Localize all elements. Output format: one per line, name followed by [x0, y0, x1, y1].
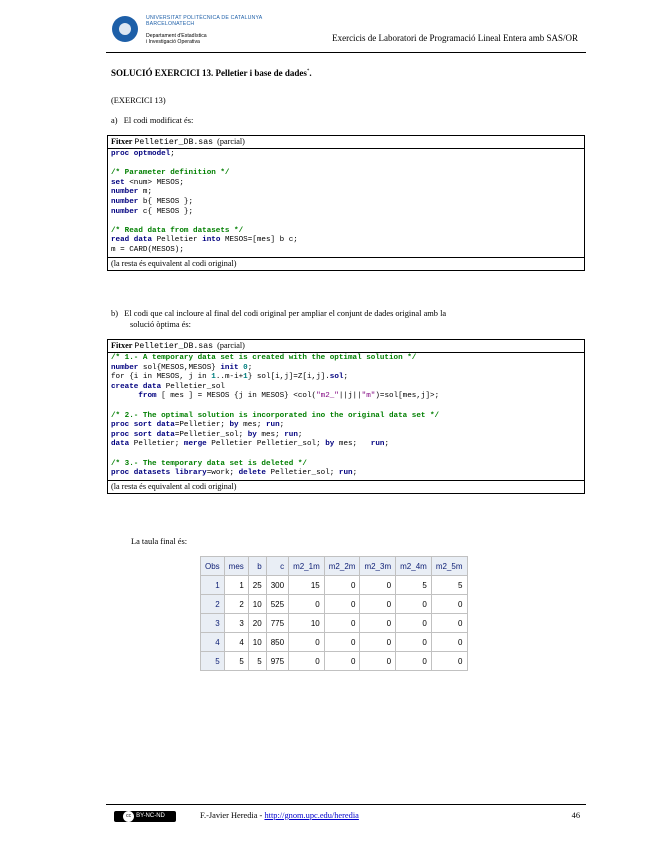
page-header [106, 12, 586, 53]
license-text: BY-NC-ND [136, 813, 165, 819]
code-line [111, 169, 581, 179]
code-line [111, 227, 581, 237]
code-text: for {i in MESOS, j in [111, 373, 212, 382]
author-name: F.-Javier Heredia - [200, 811, 265, 820]
code-text: ; [247, 363, 253, 372]
code-keyword: sol [329, 373, 344, 382]
code-keyword: run [265, 421, 280, 430]
table-intro: La taula final és: [131, 537, 188, 546]
part-a-text: El codi modificat és: [123, 116, 194, 125]
code-keyword: init [220, 363, 239, 372]
code-text: Pelletier Pelletier_sol; [206, 440, 326, 449]
code-box-a-footer: (la resta és equivalent al codi original) [108, 257, 584, 270]
table-cell: 10 [248, 595, 266, 614]
file-label: Fitxer [111, 137, 133, 146]
code-number: 1 [243, 373, 248, 382]
code-block-a [108, 149, 584, 257]
code-keyword: into [202, 236, 221, 245]
code-line [111, 440, 581, 450]
code-keyword: merge [183, 440, 207, 449]
file-note: (parcial) [217, 341, 245, 350]
table-row [201, 633, 468, 652]
code-keyword: proc datasets [111, 469, 171, 478]
code-comment: /* 2.- The optimal solution is incorporated ino the original data set */ [111, 411, 440, 420]
table-cell: 20 [248, 614, 266, 633]
department-name-line: Departament d'Estadística [146, 33, 207, 39]
code-comment: /* 1.- A temporary data set is created with the optimal solution */ [111, 354, 417, 362]
part-b-text: El codi que cal incloure al final del codi original per ampliar el conjunt de dades original amb la [124, 309, 447, 318]
code-keyword: set [111, 178, 125, 187]
code-keyword: number [111, 188, 139, 197]
code-indent [111, 392, 138, 400]
code-line [111, 208, 581, 218]
table-cell: 0 [431, 595, 467, 614]
row-number-cell: 5 [201, 652, 225, 671]
footer-author [200, 811, 359, 820]
code-comment: /* 3.- The temporary data set is deleted */ [111, 459, 307, 468]
upc-logo-icon [112, 16, 138, 42]
row-number-cell: 3 [201, 614, 225, 633]
code-keyword: data [152, 430, 175, 439]
table-cell: 0 [360, 595, 396, 614]
column-header: m2_4m [396, 557, 432, 576]
table-cell: 0 [396, 614, 432, 633]
table-cell: 0 [289, 633, 325, 652]
code-text: mes; [334, 440, 371, 449]
code-keyword: library [170, 469, 207, 478]
code-line [111, 246, 581, 256]
university-name [146, 15, 262, 27]
code-text: ; [352, 469, 358, 478]
column-header: m2_3m [360, 557, 396, 576]
table-cell: 0 [360, 652, 396, 671]
code-keyword: run [338, 469, 353, 478]
code-line [111, 364, 581, 374]
code-text: Pelletier; [129, 440, 184, 449]
table-cell: 0 [360, 614, 396, 633]
code-text: m; [138, 188, 153, 197]
table-cell: 5 [248, 652, 266, 671]
department-name [146, 33, 207, 45]
code-text: ; [170, 150, 175, 158]
table-cell: 3 [224, 614, 248, 633]
code-line [111, 412, 581, 422]
table-cell: 10 [289, 614, 325, 633]
university-name-line: UNIVERSITAT POLITÈCNICA DE CATALUNYA [146, 15, 263, 21]
column-header: Obs [201, 557, 225, 576]
code-text: mes; [238, 421, 266, 430]
code-number: 0 [238, 363, 248, 372]
file-label: Fitxer [111, 341, 133, 350]
code-keyword: create data [111, 382, 162, 391]
column-header: c [266, 557, 288, 576]
code-line [111, 236, 581, 246]
table-row [201, 595, 468, 614]
code-text: ; [279, 421, 285, 430]
code-text: ; [343, 373, 348, 382]
code-box-a [107, 135, 585, 271]
table-cell: 0 [324, 595, 360, 614]
solution-title-prefix: SOLUCIÓ EXERCICI 13. [111, 68, 214, 78]
code-text: Pelletier_sol [161, 382, 225, 391]
code-keyword: proc optmodel [111, 150, 171, 158]
code-text: )=sol[mes,j]>; [375, 392, 440, 401]
table-body [201, 576, 468, 671]
table-cell: 5 [224, 652, 248, 671]
code-box-a-header [108, 136, 584, 149]
code-text: =Pelletier; [174, 421, 230, 430]
part-b-intro [111, 309, 446, 318]
final-data-table [200, 556, 468, 671]
column-header: m2_2m [324, 557, 360, 576]
solution-title-suffix: . [309, 68, 312, 78]
code-keyword: proc sort [111, 430, 153, 439]
table-row [201, 652, 468, 671]
table-cell: 0 [431, 652, 467, 671]
code-keyword: run [284, 430, 298, 439]
table-cell: 4 [224, 633, 248, 652]
code-text: =Pelletier_sol; [174, 430, 248, 439]
file-note: (parcial) [217, 137, 245, 146]
file-name: Pelletier_DB.sas [134, 138, 214, 147]
code-text: ||j|| [338, 392, 362, 401]
code-text: Pelletier [152, 236, 203, 245]
code-line [111, 431, 581, 441]
code-keyword: read data [111, 236, 153, 245]
code-text: <num> MESOS; [124, 178, 184, 187]
department-name-line: i Investigació Operativa [146, 39, 200, 45]
code-text: =work; [206, 469, 239, 478]
code-text: mes; [256, 430, 285, 439]
footnote-marker: * [306, 69, 310, 74]
table-cell: 0 [324, 576, 360, 595]
table-cell: 0 [324, 633, 360, 652]
table-cell: 0 [396, 652, 432, 671]
code-keyword: by [229, 421, 239, 430]
table-cell: 0 [360, 633, 396, 652]
code-box-b [107, 339, 585, 494]
code-keyword: number [111, 197, 139, 206]
row-number-cell: 2 [201, 595, 225, 614]
table-cell: 850 [266, 633, 288, 652]
page-footer [106, 804, 586, 825]
code-line [111, 198, 581, 208]
code-keyword: by [247, 430, 257, 439]
code-line [111, 373, 581, 383]
part-a-intro [111, 116, 193, 125]
row-number-cell: 4 [201, 633, 225, 652]
table-cell: 0 [289, 595, 325, 614]
table-cell: 0 [396, 595, 432, 614]
part-b-text-line2: solució òptima és: [130, 320, 191, 329]
table-cell: 25 [248, 576, 266, 595]
code-keyword: number [111, 207, 139, 216]
code-text: } sol[i,j]=Z[i,j]. [247, 373, 330, 382]
code-keyword: data [111, 440, 130, 449]
column-header: b [248, 557, 266, 576]
code-line [111, 383, 581, 393]
author-website-link[interactable]: http://gnom.upc.edu/heredia [264, 811, 359, 820]
code-keyword: run [370, 440, 385, 449]
column-header: mes [224, 557, 248, 576]
code-text: c{ MESOS }; [138, 207, 194, 216]
code-keyword: delete [238, 469, 266, 478]
column-header: m2_1m [289, 557, 325, 576]
solution-title [111, 68, 312, 78]
university-name-line: BARCELONATECH [146, 21, 195, 27]
table-cell: 1 [224, 576, 248, 595]
code-line [111, 392, 581, 402]
code-comment: /* Parameter definition */ [111, 169, 230, 178]
part-b-label: b) [111, 309, 118, 318]
code-number: 1 [211, 373, 216, 382]
table-cell: 5 [431, 576, 467, 595]
code-keyword: from [138, 392, 157, 401]
table-cell: 0 [396, 633, 432, 652]
code-comment: /* Read data from datasets */ [111, 226, 244, 235]
table-cell: 300 [266, 576, 288, 595]
file-name: Pelletier_DB.sas [134, 342, 214, 351]
table-cell: 525 [266, 595, 288, 614]
code-text: sol{MESOS,MESOS} [138, 363, 221, 372]
code-line [111, 421, 581, 431]
exercise-reference: (EXERCICI 13) [111, 96, 166, 105]
column-header: m2_5m [431, 557, 467, 576]
code-text: Pelletier_sol; [265, 469, 339, 478]
table-cell: 775 [266, 614, 288, 633]
table-row [201, 576, 468, 595]
table-cell: 2 [224, 595, 248, 614]
table-cell: 0 [431, 614, 467, 633]
table-cell: 0 [324, 652, 360, 671]
row-number-cell: 1 [201, 576, 225, 595]
code-text: m = CARD(MESOS); [111, 245, 184, 254]
code-line [111, 354, 581, 364]
header-title: Exercicis de Laboratori de Programació Lineal Entera amb SAS/OR [332, 33, 578, 43]
code-keyword: data [152, 421, 175, 430]
code-text: [ mes ] = MESOS {j in MESOS} <col( [156, 392, 317, 401]
code-line [111, 179, 581, 189]
table-cell: 10 [248, 633, 266, 652]
code-text: ..m-i+ [215, 373, 244, 382]
code-string: "m" [361, 392, 376, 401]
creative-commons-badge [114, 811, 176, 822]
code-keyword: number [111, 363, 139, 372]
page-number: 46 [571, 811, 580, 820]
code-line [111, 188, 581, 198]
table-cell: 15 [289, 576, 325, 595]
code-block-b [108, 353, 584, 480]
code-text: ; [384, 440, 390, 449]
solution-title-name: Pelletier i base de dades [215, 68, 307, 78]
code-line [111, 469, 581, 479]
code-box-b-footer: (la resta és equivalent al codi original) [108, 480, 584, 493]
cc-icon: cc [123, 811, 134, 822]
table-header-row [201, 557, 468, 576]
table-cell: 0 [289, 652, 325, 671]
code-keyword: by [325, 440, 335, 449]
code-keyword: proc sort [111, 421, 153, 430]
code-line [111, 150, 581, 160]
table-cell: 975 [266, 652, 288, 671]
table-cell: 0 [360, 576, 396, 595]
table-row [201, 614, 468, 633]
code-text: ; [297, 430, 303, 439]
code-box-b-header [108, 340, 584, 353]
part-a-label: a) [111, 116, 118, 125]
code-text: b{ MESOS }; [138, 197, 194, 206]
code-line [111, 460, 581, 470]
code-string: "m2_" [316, 392, 339, 401]
table-cell: 0 [324, 614, 360, 633]
table-cell: 0 [431, 633, 467, 652]
code-text: MESOS=[mes] b c; [220, 236, 298, 245]
table-cell: 5 [396, 576, 432, 595]
